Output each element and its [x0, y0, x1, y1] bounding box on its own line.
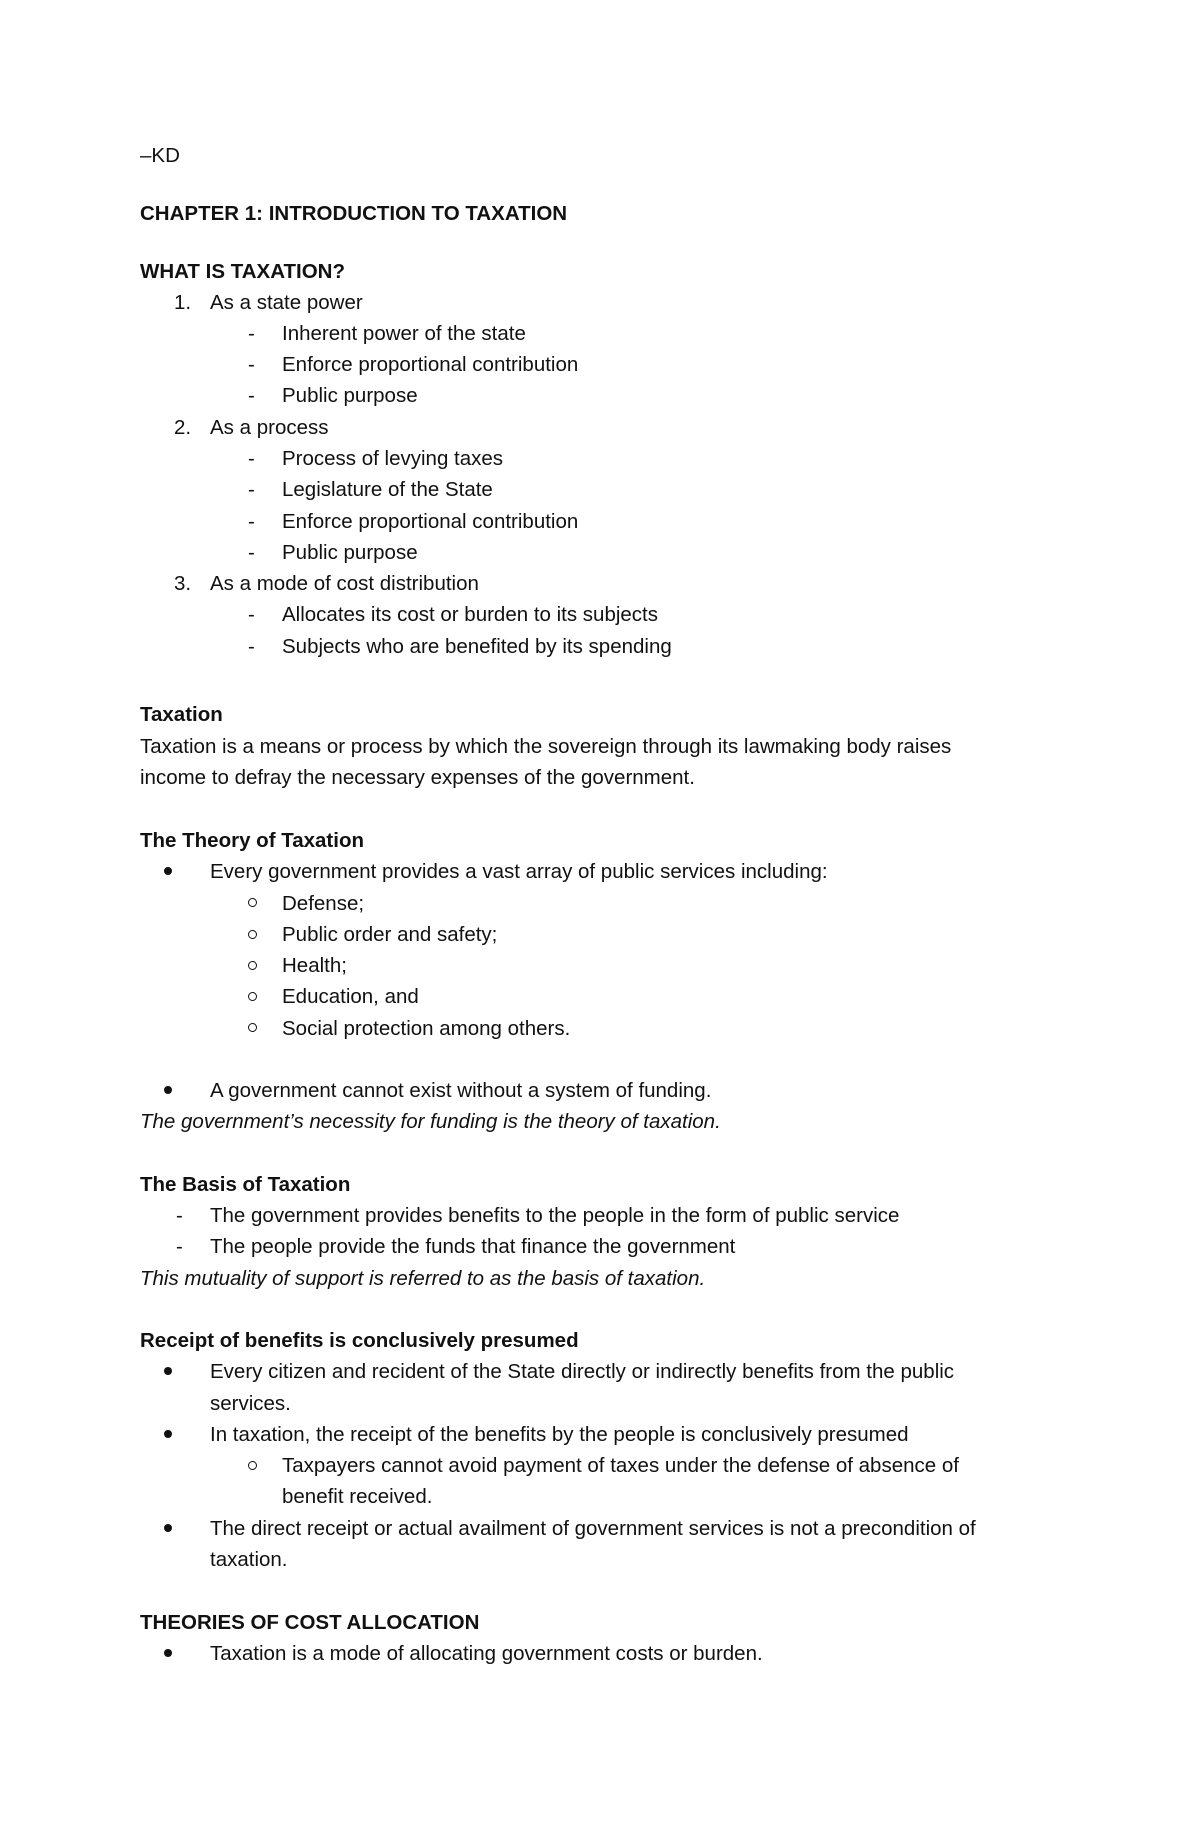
dash-marker: -	[248, 384, 255, 407]
sub-bullet-item: Defense;	[282, 892, 365, 915]
dash-item: The people provide the funds that finance the government	[210, 1235, 736, 1258]
basis-heading: The Basis of Taxation	[140, 1173, 351, 1196]
sub-list-item: Enforce proportional contribution	[282, 510, 579, 533]
bullet-item: Every government provides a vast array of public services including:	[210, 860, 828, 883]
dash-marker: -	[248, 510, 255, 533]
bullet-dot	[164, 1430, 172, 1438]
basis-conclusion: This mutuality of support is referred to as the basis of taxation.	[140, 1267, 706, 1290]
cost-allocation-heading: THEORIES OF COST ALLOCATION	[140, 1611, 480, 1634]
sub-bullet-item: Social protection among others.	[282, 1017, 571, 1040]
dash-marker: -	[248, 353, 255, 376]
bullet-circle	[248, 992, 257, 1001]
sub-list-item: Public purpose	[282, 541, 418, 564]
dash-marker: -	[248, 635, 255, 658]
sub-list-item: Allocates its cost or burden to its subjects	[282, 603, 659, 626]
bullet-item-continued: taxation.	[210, 1548, 288, 1571]
bullet-item-continued: services.	[210, 1392, 291, 1415]
bullet-circle	[248, 898, 257, 907]
paragraph-line: Taxation is a means or process by which the sovereign through its lawmaking body raises	[140, 735, 952, 758]
dash-marker: -	[248, 322, 255, 345]
bullet-circle	[248, 961, 257, 970]
sub-list-item: Legislature of the State	[282, 478, 493, 501]
bullet-dot	[164, 1086, 172, 1094]
bullet-dot	[164, 1367, 172, 1375]
sub-list-item: Subjects who are benefited by its spending	[282, 635, 672, 658]
sub-list-item: Public purpose	[282, 384, 418, 407]
chapter-title: CHAPTER 1: INTRODUCTION TO TAXATION	[140, 202, 568, 225]
dash-item: The government provides benefits to the people in the form of public service	[210, 1204, 900, 1227]
list-number: 3.	[174, 572, 192, 595]
bullet-item: Taxation is a mode of allocating government costs or burden.	[210, 1642, 763, 1665]
dash-marker: -	[176, 1204, 183, 1227]
dash-marker: -	[248, 541, 255, 564]
bullet-item: In taxation, the receipt of the benefits by the people is conclusively presumed	[210, 1423, 909, 1446]
bullet-circle	[248, 1461, 257, 1470]
bullet-dot	[164, 867, 172, 875]
sub-bullet-item-continued: benefit received.	[282, 1485, 433, 1508]
dash-marker: -	[248, 603, 255, 626]
list-item: As a state power	[210, 291, 363, 314]
sub-list-item: Enforce proportional contribution	[282, 353, 579, 376]
author-initials: –KD	[140, 144, 180, 167]
theory-conclusion: The government’s necessity for funding is the theory of taxation.	[140, 1110, 721, 1133]
list-number: 2.	[174, 416, 192, 439]
bullet-item: The direct receipt or actual availment of government services is not a precondition of	[210, 1517, 976, 1540]
bullet-circle	[248, 1023, 257, 1032]
list-item: As a process	[210, 416, 329, 439]
bullet-circle	[248, 930, 257, 939]
sub-list-item: Process of levying taxes	[282, 447, 504, 470]
paragraph-line: income to defray the necessary expenses of the government.	[140, 766, 695, 789]
theory-heading: The Theory of Taxation	[140, 829, 364, 852]
dash-marker: -	[248, 478, 255, 501]
bullet-item: Every citizen and recident of the State directly or indirectly benefits from the public	[210, 1360, 955, 1383]
sub-bullet-item: Health;	[282, 954, 347, 977]
bullet-dot	[164, 1524, 172, 1532]
taxation-heading: Taxation	[140, 703, 223, 726]
dash-marker: -	[248, 447, 255, 470]
list-number: 1.	[174, 291, 192, 314]
receipt-heading: Receipt of benefits is conclusively presumed	[140, 1329, 579, 1352]
bullet-item: A government cannot exist without a system of funding.	[210, 1079, 712, 1102]
sub-list-item: Inherent power of the state	[282, 322, 526, 345]
dash-marker: -	[176, 1235, 183, 1258]
what-is-taxation-heading: WHAT IS TAXATION?	[140, 260, 345, 283]
list-item: As a mode of cost distribution	[210, 572, 479, 595]
sub-bullet-item: Education, and	[282, 985, 419, 1008]
sub-bullet-item: Public order and safety;	[282, 923, 498, 946]
bullet-dot	[164, 1649, 172, 1657]
sub-bullet-item: Taxpayers cannot avoid payment of taxes under the defense of absence of	[282, 1454, 959, 1477]
